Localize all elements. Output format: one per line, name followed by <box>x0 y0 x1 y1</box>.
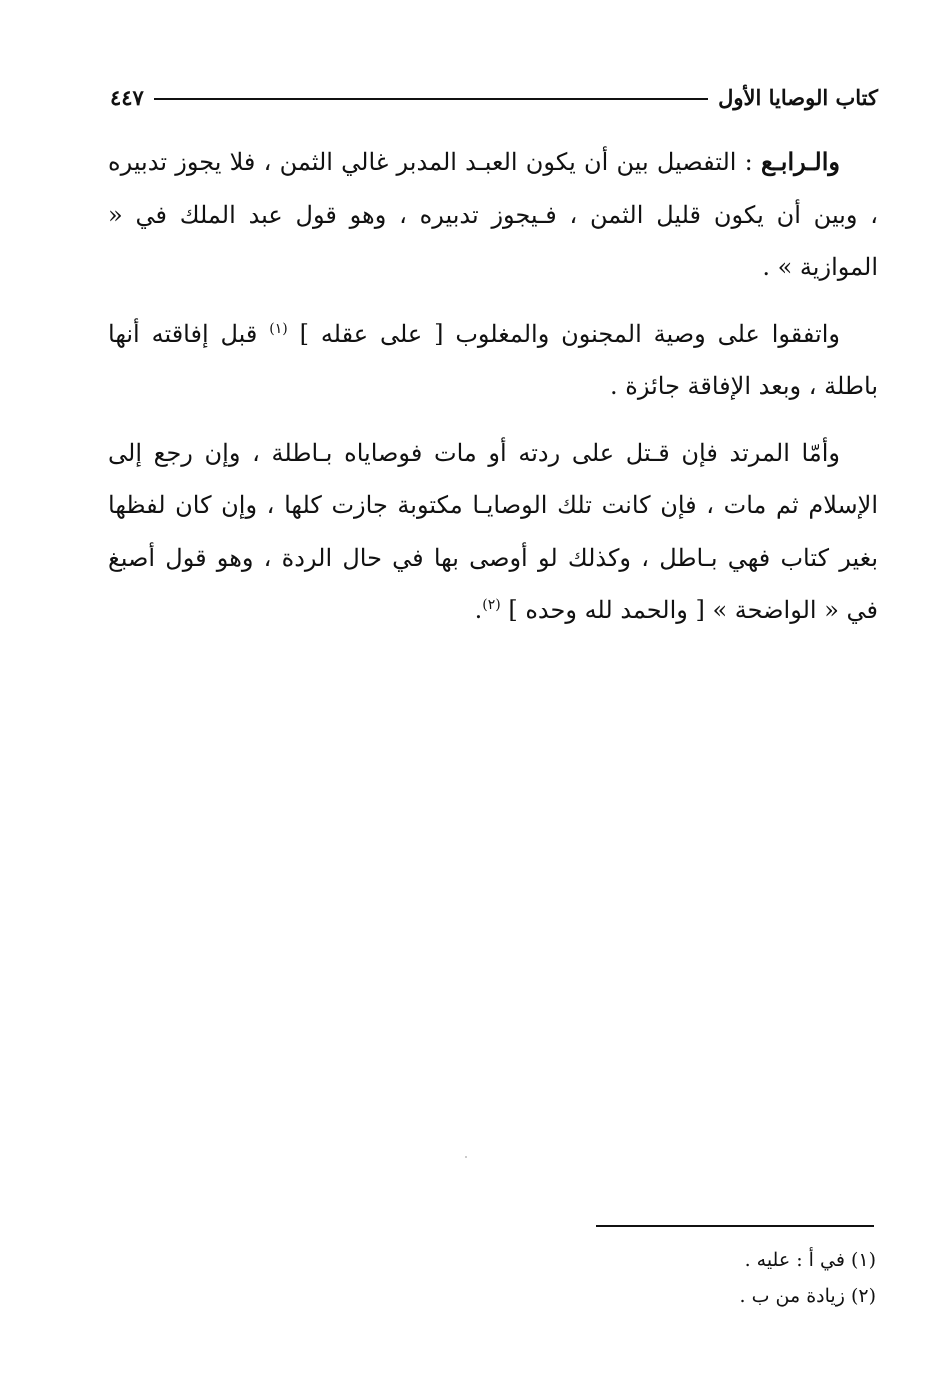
running-header <box>110 80 878 114</box>
page-number: ٤٤٧ <box>110 84 144 110</box>
paper-speck <box>465 1156 467 1158</box>
paragraph-3 <box>108 427 878 637</box>
main-text <box>108 136 878 651</box>
footnote-reference-1[interactable]: (١) <box>269 320 288 337</box>
paragraph-text: وأمّا المرتد فإن قـتل على ردته أو مات فوصاياه بـاطلة ، وإن رجع إلى الإسلام ثم مات ، فإن كانت تلك الوصايـا مكتوبة جازت كلها ، وإن كان لفظها بغير كتاب فهي بـاطل ، وكذلك لو أوصى بها في حال الردة ، وهو قول أصبغ في « الواضحة » [ والحمد لله وحده ] <box>108 438 878 624</box>
paragraph-1 <box>108 136 878 294</box>
footnote-reference-2[interactable]: (٢) <box>482 597 501 613</box>
footnote-1: (١) في أ : عليه . <box>744 1249 876 1271</box>
paragraph-text: واتفقوا على وصية المجنون والمغلوب [ على عقله ] <box>287 319 840 348</box>
paragraph-2 <box>108 308 878 413</box>
paragraph-text: . <box>474 596 483 624</box>
footnote-2: (٢) زيادة من ب . <box>739 1285 876 1307</box>
footnote-separator <box>596 1225 874 1227</box>
book-title: كتاب الوصايا الأول <box>718 84 878 110</box>
paragraph-lead-word: والـرابـع <box>761 147 840 176</box>
header-rule <box>154 98 708 100</box>
paragraph-text: قبل إفاقته أنها باطلة ، وبعد الإفاقة جائزة . <box>108 319 878 400</box>
footnotes <box>500 1242 876 1314</box>
paragraph-text: : التفصيل بين أن يكون العبـد المدبر غالي الثمن ، فلا يجوز تدبيره ، وبين أن يكون قليل الثمن ، فـيجوز تدبيره ، وهو قول عبد الملك في « الموازية » . <box>108 148 878 281</box>
